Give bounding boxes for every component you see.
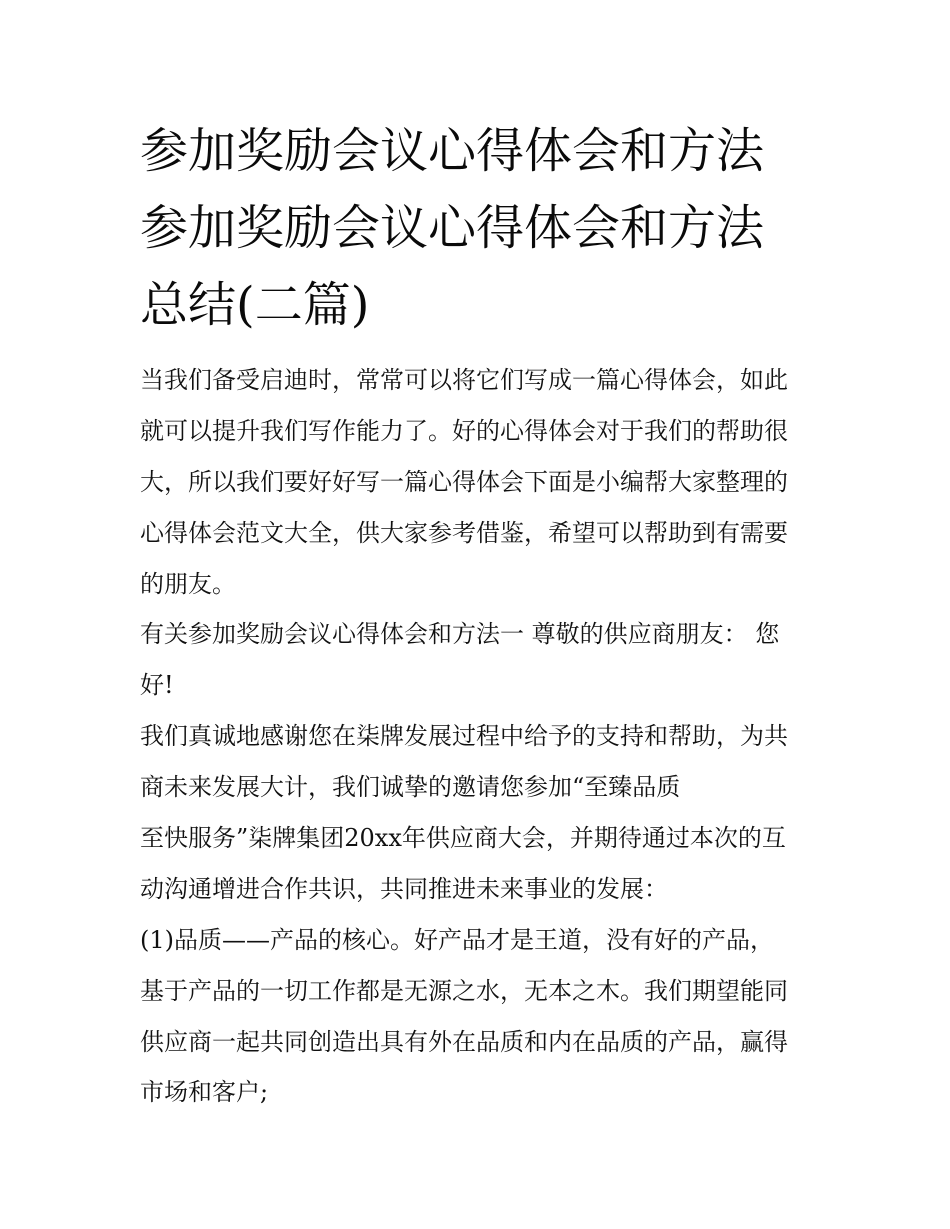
document-body: [140, 355, 820, 1118]
body-text-line: 当我们备受启迪时，常常可以将它们写成一篇心得体会，如此: [140, 366, 788, 394]
body-text-line: 好!: [140, 671, 174, 700]
body-text-line: 基于产品的一切工作都是无源之水，无本之木。我们期望能同: [140, 976, 788, 1005]
title-line: 参加奖励会议心得体会和方法: [140, 200, 765, 256]
body-text-line: 动沟通增进合作共识，共同推进未来事业的发展：: [140, 874, 668, 903]
body-text-line: 心得体会范文大全，供大家参考借鉴，希望可以帮助到有需要: [140, 518, 788, 547]
title-line: 参加奖励会议心得体会和方法: [140, 123, 765, 179]
body-text-line: 大，所以我们要好好写一篇心得体会下面是小编帮大家整理的: [140, 467, 788, 496]
document-title: [140, 113, 820, 344]
body-text-line: 供应商一起共同创造出具有外在品质和内在品质的产品，赢得: [140, 1027, 788, 1056]
body-text-line: 市场和客户;: [140, 1078, 269, 1107]
title-line: 总结(二篇): [140, 277, 370, 333]
body-text-line: 商未来发展大计，我们诚挚的邀请您参加“至臻品质: [140, 773, 681, 802]
body-text-line: 我们真诚地感谢您在柒牌发展过程中给予的支持和帮助，为共: [140, 722, 788, 751]
body-text-line: 有关参加奖励会议心得体会和方法一 尊敬的供应商朋友： 您: [140, 620, 780, 649]
body-text-line: 至快服务”柒牌集团20xx年供应商大会，并期待通过本次的互: [140, 824, 786, 853]
body-text-line: 的朋友。: [140, 569, 236, 598]
body-text-line: 就可以提升我们写作能力了。好的心得体会对于我们的帮助很: [140, 416, 788, 445]
body-text-line: (1)品质——产品的核心。好产品才是王道，没有好的产品，: [140, 925, 774, 954]
